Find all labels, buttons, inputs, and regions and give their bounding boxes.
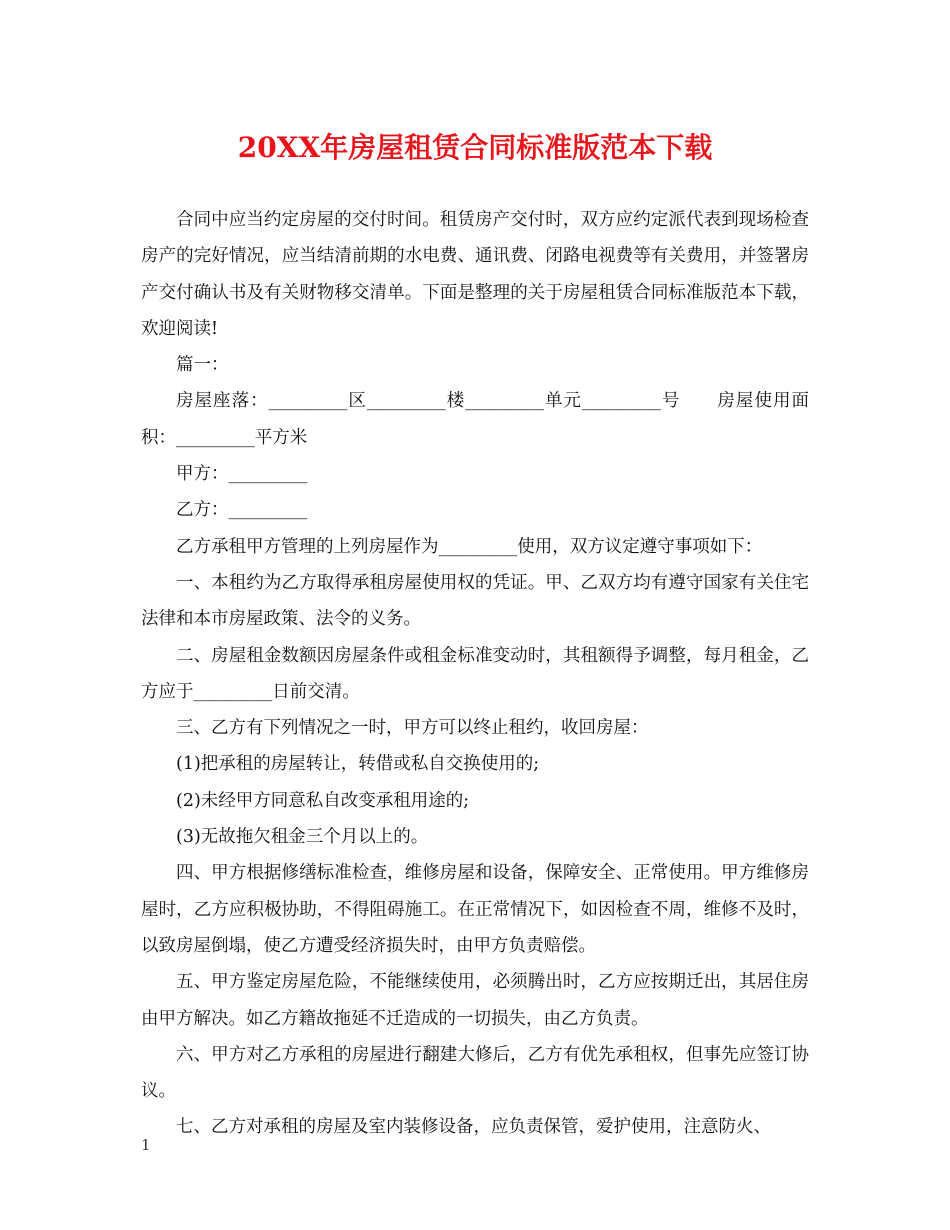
party-a-line: 甲方：_________: [176, 464, 308, 485]
page-number: 1: [141, 1136, 151, 1154]
clause-1-paragraph: 一、本租约为乙方取得承租房屋使用权的凭证。甲、乙双方均有遵守国家有关住宅法律和本市房屋政策、法令的义务。: [141, 572, 809, 630]
usage-paragraph: 乙方承租甲方管理的上列房屋作为_________使用，双方议定遵守事项如下：: [176, 536, 763, 557]
clause-6-paragraph: 六、甲方对乙方承租的房屋进行翻建大修后，乙方有优先承租权，但事先应签订协议。: [141, 1044, 809, 1102]
document-title: 20XX年房屋租赁合同标准版范本下载: [237, 131, 713, 164]
document-body: [141, 202, 809, 1146]
property-location-paragraph: 房屋座落：_________区_________楼_________单元_________号 房屋使用面积：_________平方米: [141, 391, 809, 448]
intro-paragraph: 合同中应当约定房屋的交付时间。租赁房产交付时，双方应约定派代表到现场检查房产的完好情况，应当结清前期的水电费、通讯费、闭路电视费等有关费用，并签署房产交付确认书及有关财物移交清单。下面是整理的关于房屋租赁合同标准版范本下载，欢迎阅读!: [141, 210, 809, 339]
clause-3-item-1: (1)把承租的房屋转让，转借或私自交换使用的;: [176, 754, 540, 775]
clause-5-paragraph: 五、甲方鉴定房屋危险，不能继续使用，必须腾出时，乙方应按期迁出，其居住房由甲方解决。如乙方籍故拖延不迁造成的一切损失，由乙方负责。: [141, 972, 809, 1029]
clause-3-paragraph: 三、乙方有下列情况之一时，甲方可以终止租约，收回房屋：: [176, 718, 649, 739]
section-heading: 篇一：: [176, 355, 229, 376]
clause-2-paragraph: 二、房屋租金数额因房屋条件或租金标准变动时，其租额得予调整，每月租金，乙方应于_________日前交清。: [141, 645, 809, 702]
clause-3-item-3: (3)无故拖欠租金三个月以上的。: [176, 827, 429, 848]
party-b-line: 乙方：_________: [176, 500, 308, 521]
clause-7-paragraph: 七、乙方对承租的房屋及室内装修设备，应负责保管，爱护使用，注意防火、: [176, 1117, 771, 1138]
clause-3-item-2: (2)未经甲方同意私自改变承租用途的;: [176, 790, 470, 811]
clause-4-paragraph: 四、甲方根据修缮标准检查，维修房屋和设备，保障安全、正常使用。甲方维修房屋时，乙方应积极协助，不得阻碍施工。在正常情况下，如因检查不周，维修不及时，以致房屋倒塌，使乙方遭受经济损失时，由甲方负责赔偿。: [141, 863, 809, 956]
